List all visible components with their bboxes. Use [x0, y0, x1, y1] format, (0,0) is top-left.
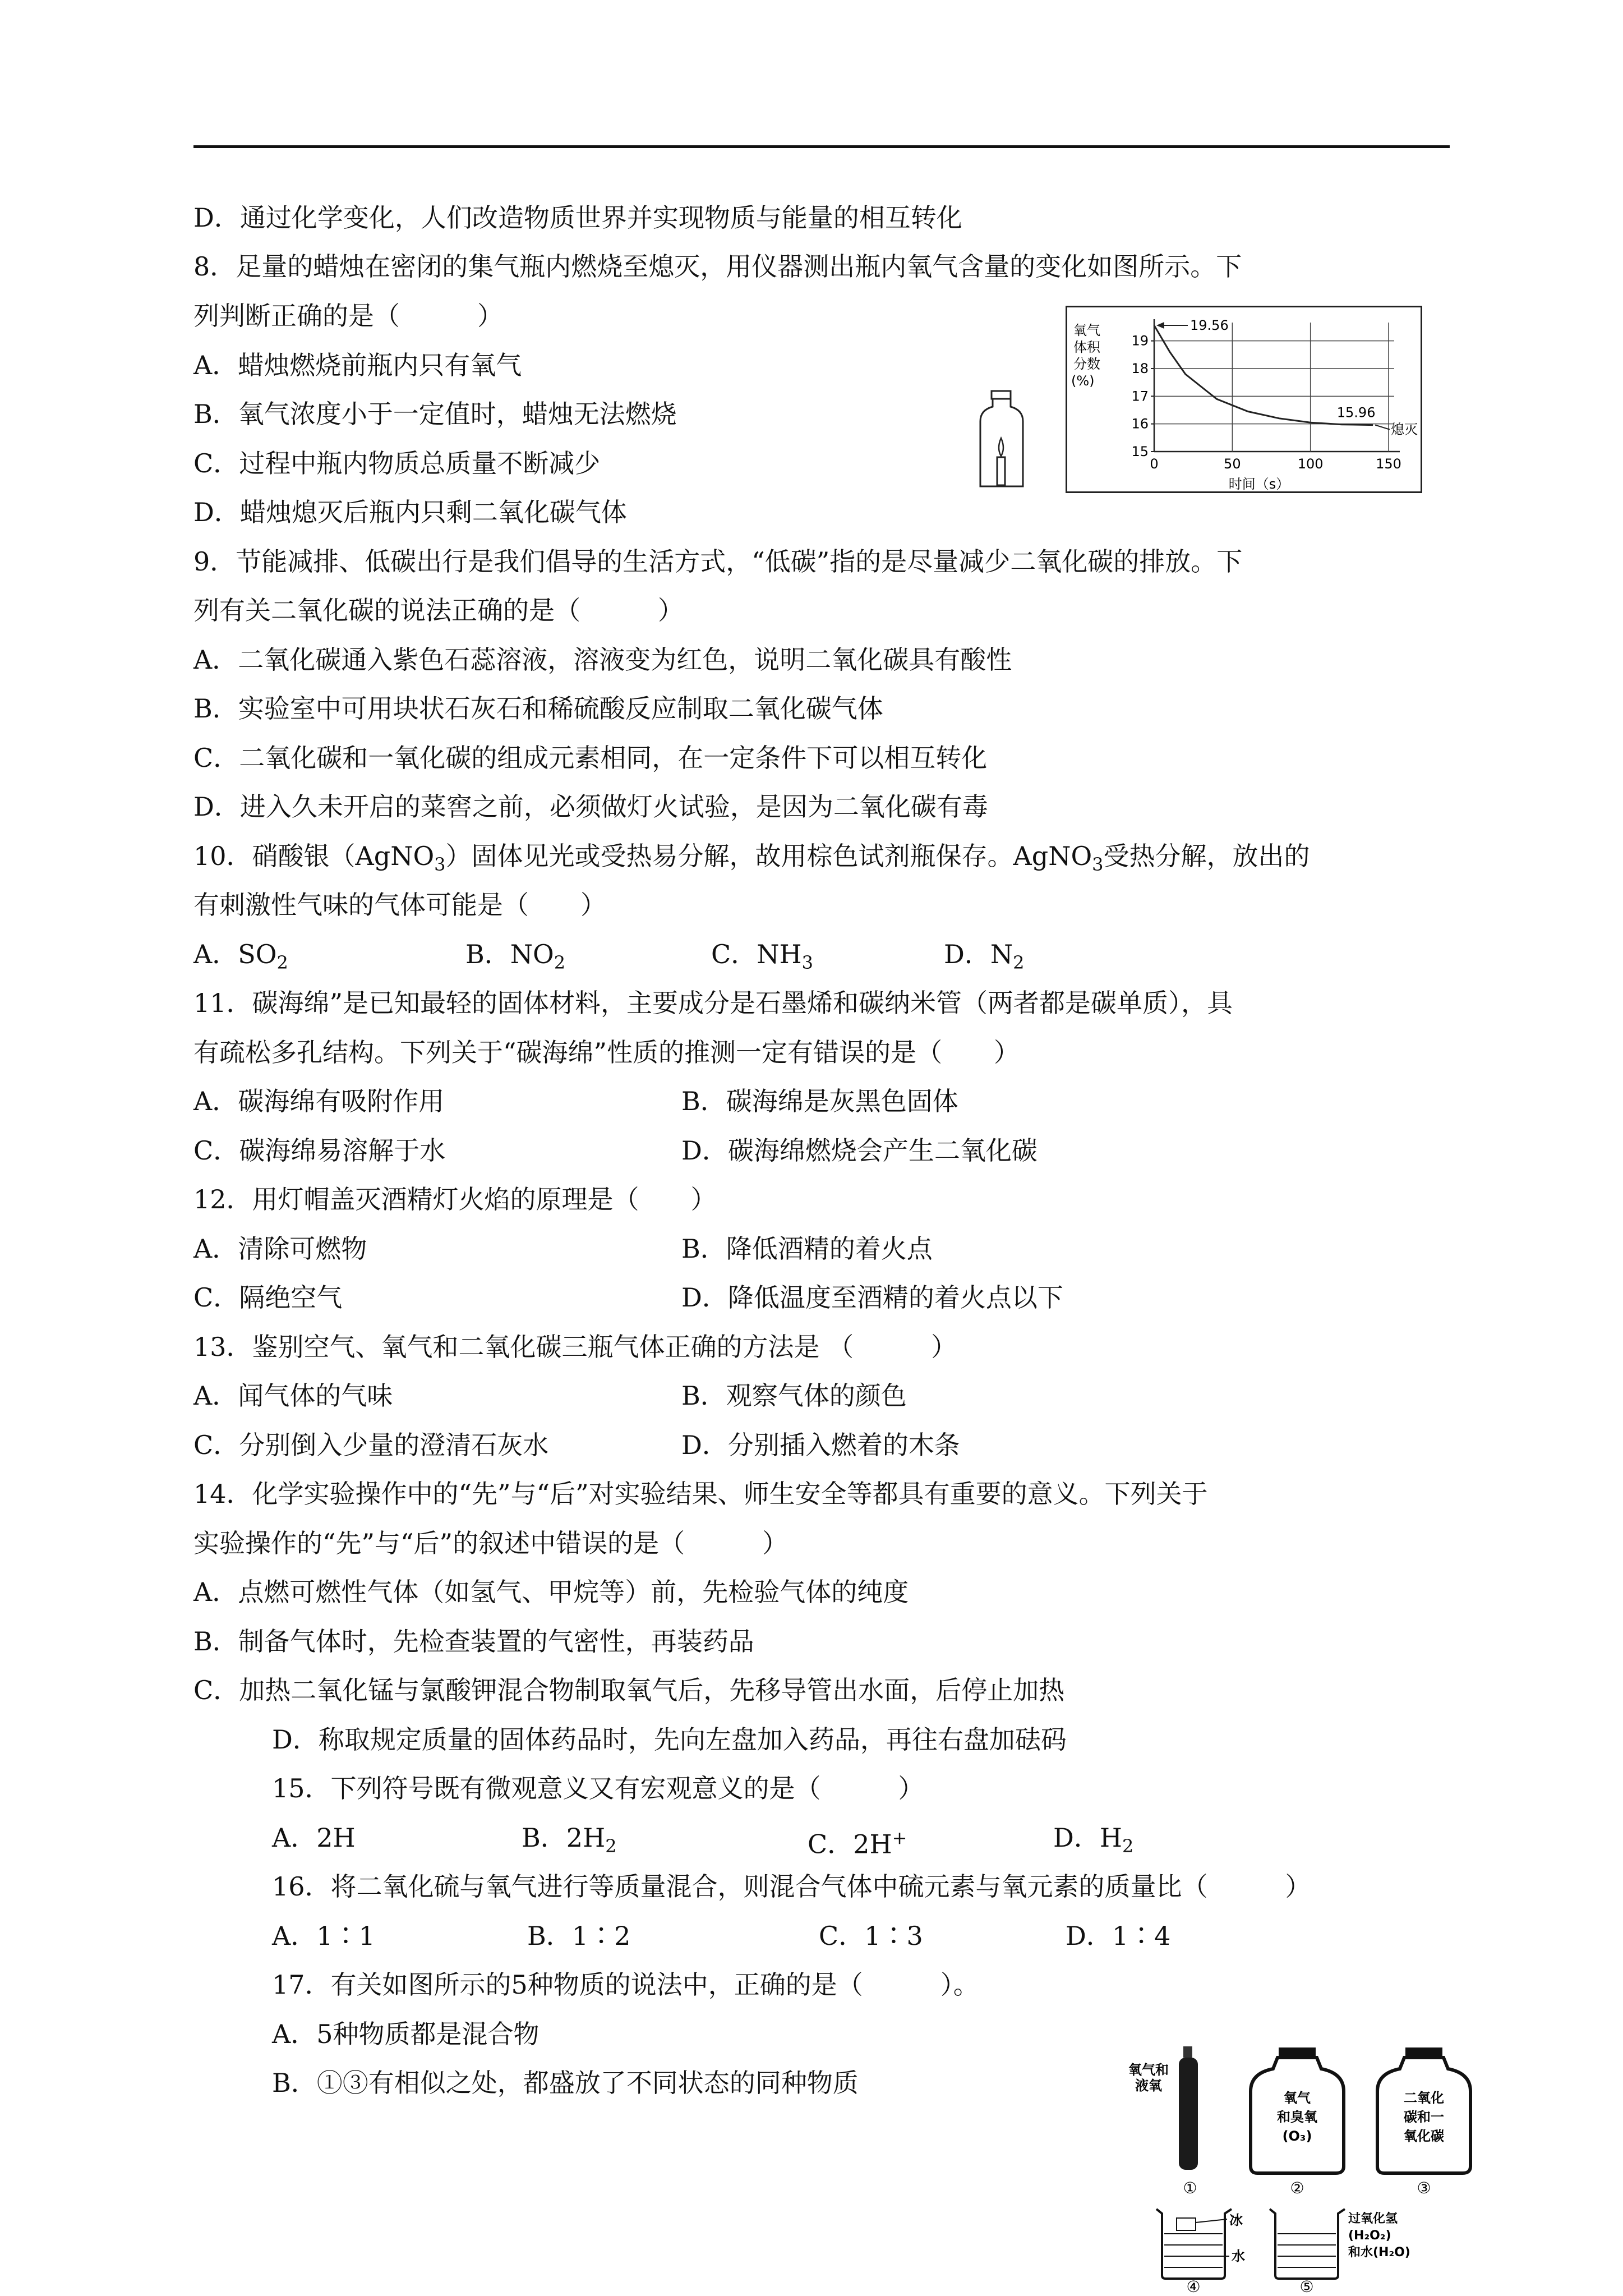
number-5: ⑤: [1299, 2277, 1314, 2294]
y-tick-label: 19: [1131, 333, 1149, 349]
q11-stem-line2: 有疏松多孔结构。下列关于“碳海绵”性质的推测一定有错误的是（ ）: [193, 1037, 1020, 1068]
q13-option-d: D．分别插入燃着的木条: [681, 1430, 960, 1460]
ice-pointer: [1196, 2219, 1227, 2223]
q12-option-b: B．降低酒精的着火点: [681, 1234, 933, 1264]
y-tick-label: 16: [1131, 416, 1149, 432]
label-and-ozone: 和臭氧: [1277, 2109, 1317, 2125]
extinguish-label: 熄灭: [1391, 421, 1418, 438]
label-liquid-oxygen: 液氧: [1135, 2078, 1162, 2093]
q8-stem-line1: 8．足量的蜡烛在密闭的集气瓶内燃烧至熄灭，用仪器测出瓶内氧气含量的变化如图所示。下: [193, 251, 1242, 282]
q7-option-d: D．通过化学变化，人们改造物质世界并实现物质与能量的相互转化: [193, 203, 962, 233]
chart-xlabel: 时间（s）: [1228, 476, 1290, 492]
ylabel-part4: (%): [1071, 373, 1095, 389]
q10-stem-line2: 有刺激性气味的气体可能是（ ）: [193, 890, 606, 920]
q9-option-d: D．进入久未开启的菜窖之前，必须做灯火试验，是因为二氧化碳有毒: [193, 792, 988, 822]
q12-option-c: C．隔绝空气: [193, 1282, 343, 1313]
q10-option-a: A．$SO_2$: [193, 939, 288, 973]
candle-jar-figure: [976, 390, 1032, 491]
q9-stem-line1: 9．节能减排、低碳出行是我们倡导的生活方式，“低碳”指的是尽量减少二氧化碳的排放。下: [193, 546, 1243, 577]
q15-option-c: C．2H+: [808, 1827, 907, 1860]
number-1: ①: [1183, 2179, 1197, 2197]
label-h2o2: (H₂O₂): [1348, 2229, 1391, 2243]
q11-option-d: D．碳海绵燃烧会产生二氧化碳: [681, 1135, 1038, 1166]
q17-figure: [1127, 2025, 1486, 2294]
q9-stem-line2: 列有关二氧化碳的说法正确的是（ ）: [193, 595, 684, 625]
y-tick-label: 15: [1131, 444, 1149, 459]
q10-option-b: B．$NO_2$: [465, 939, 566, 973]
q8-stem-line2: 列判断正确的是（ ）: [193, 301, 503, 331]
q10-option-c: C．$NH_3$: [711, 939, 813, 973]
label-and-water: 和水(H₂O): [1348, 2246, 1410, 2260]
q16-option-a: A．1∶1: [272, 1921, 375, 1951]
q13-option-b: B．观察气体的颜色: [681, 1381, 907, 1411]
label-hydrogen-peroxide: 过氧化氢: [1348, 2212, 1398, 2226]
q15-option-d: D．$H_2$: [1053, 1823, 1134, 1857]
q8-option-c: C．过程中瓶内物质总质量不断减少: [193, 448, 601, 478]
q14-option-c: C．加热二氧化锰与氯酸钾混合物制取氧气后，先移导管出水面，后停止加热: [193, 1675, 1065, 1705]
chart-ylabel: [1071, 323, 1101, 389]
q14-stem-line1: 14．化学实验操作中的“先”与“后”对实验结果、师生安全等都具有重要的意义。下列关于: [193, 1479, 1208, 1509]
q13-option-c: C．分别倒入少量的澄清石灰水: [193, 1430, 549, 1460]
q12-option-a: A．清除可燃物: [193, 1234, 367, 1264]
y-tick-label: 18: [1131, 361, 1149, 376]
number-2: ②: [1290, 2179, 1304, 2197]
label-oxygen-liquid-oxygen: 氧气和: [1128, 2062, 1169, 2078]
q13-option-a: A．闻气体的气味: [193, 1381, 393, 1411]
q8-option-a: A．蜡烛燃烧前瓶内只有氧气: [193, 350, 522, 380]
cylinder-valve: [1183, 2046, 1192, 2058]
q14-option-b: B．制备气体时，先检查装置的气密性，再装药品: [193, 1626, 754, 1657]
q14-option-a: A．点燃可燃性气体（如氢气、甲烷等）前，先检验气体的纯度: [193, 1577, 909, 1607]
q17-option-b: B．①③有相似之处，都盛放了不同状态的同种物质: [272, 2068, 859, 2098]
q16-option-c: C．1∶3: [819, 1921, 923, 1951]
q12-stem: 12．用灯帽盖灭酒精灯火焰的原理是（ ）: [193, 1184, 717, 1214]
oxygen-chart: [1066, 306, 1422, 493]
header-rule: [193, 145, 1450, 148]
number-3: ③: [1417, 2179, 1431, 2197]
ylabel-part1: 氧气: [1073, 323, 1100, 338]
q11-option-c: C．碳海绵易溶解于水: [193, 1135, 446, 1166]
q11-stem-line1: 11．碳海绵”是已知最轻的固体材料，主要成分是石墨烯和碳纳米管（两者都是碳单质），具: [193, 988, 1233, 1018]
ylabel-part2: 体积: [1073, 339, 1100, 355]
q14-option-d: D．称取规定质量的固体药品时，先向左盘加入药品，再往右盘加砝码: [272, 1724, 1067, 1755]
q17-stem: 17．有关如图所示的5种物质的说法中，正确的是（ ）。: [272, 1970, 979, 2000]
label-co2: 二氧化: [1404, 2090, 1444, 2106]
candle: [997, 457, 1005, 485]
q12-option-d: D．降低温度至酒精的着火点以下: [681, 1282, 1063, 1313]
ice-block: [1177, 2218, 1196, 2230]
q8-option-d: D．蜡烛熄灭后瓶内只剩二氧化碳气体: [193, 497, 627, 527]
x-tick-label: 50: [1224, 456, 1241, 472]
q13-stem: 13．鉴别空气、氧气和二氧化碳三瓶气体正确的方法是 （ ）: [193, 1332, 957, 1362]
q16-option-b: B．1∶2: [527, 1921, 631, 1951]
extinguish-pointer: [1375, 425, 1390, 430]
label-water: 水: [1232, 2248, 1245, 2264]
jar-lid: [992, 391, 1011, 399]
q17-option-a: A．5种物质都是混合物: [272, 2019, 540, 2049]
y-tick-label: 17: [1131, 388, 1149, 404]
q11-option-b: B．碳海绵是灰黑色固体: [681, 1086, 958, 1116]
q14-stem-line2: 实验操作的“先”与“后”的叙述中错误的是（ ）: [193, 1528, 789, 1558]
peak-arrowhead: [1156, 322, 1164, 329]
q9-option-a: A．二氧化碳通入紫色石蕊溶液，溶液变为红色，说明二氧化碳具有酸性: [193, 645, 1012, 675]
q15-stem: 15．下列符号既有微观意义又有宏观意义的是（ ）: [272, 1773, 924, 1803]
q15-option-a: A．2H: [272, 1823, 356, 1853]
label-oxygen: 氧气: [1284, 2090, 1311, 2106]
q10-option-d: D．$N_2$: [944, 939, 1025, 973]
label-o3: (O₃): [1282, 2128, 1312, 2144]
q16-option-d: D．1∶4: [1066, 1921, 1171, 1951]
q11-option-a: A．碳海绵有吸附作用: [193, 1086, 445, 1116]
gas-cylinder: [1179, 2058, 1198, 2170]
peak-value-label: 19.56: [1190, 318, 1229, 334]
q15-option-b: B．$2H_2$: [522, 1823, 617, 1857]
x-tick-label: 150: [1376, 456, 1401, 472]
ylabel-part3: 分数: [1073, 356, 1100, 372]
q16-stem: 16．将二氧化硫与氧气进行等质量混合，则混合气体中硫元素与氧元素的质量比（ ）: [272, 1871, 1311, 1902]
number-4: ④: [1186, 2277, 1201, 2294]
x-tick-label: 100: [1297, 456, 1324, 472]
q9-option-c: C．二氧化碳和一氧化碳的组成元素相同，在一定条件下可以相互转化: [193, 743, 988, 773]
label-co: 氧化碳: [1404, 2128, 1444, 2144]
q9-option-b: B．实验室中可用块状石灰石和稀硫酸反应制取二氧化碳气体: [193, 693, 883, 724]
x-tick-label: 0: [1150, 456, 1159, 472]
candle-flame: [999, 438, 1003, 456]
final-value-label: 15.96: [1336, 404, 1376, 421]
beaker5: [1270, 2209, 1345, 2279]
label-ice: 冰: [1229, 2212, 1243, 2228]
label-carbon-and: 碳和一: [1404, 2109, 1444, 2125]
q8-option-b: B．氧气浓度小于一定值时，蜡烛无法燃烧: [193, 399, 677, 429]
q10-stem-line1: 10．硝酸银（AgNO$_3$）固体见光或受热易分解，故用棕色试剂瓶保存。AgNO$_3$受热分解，放出的: [193, 841, 1310, 875]
